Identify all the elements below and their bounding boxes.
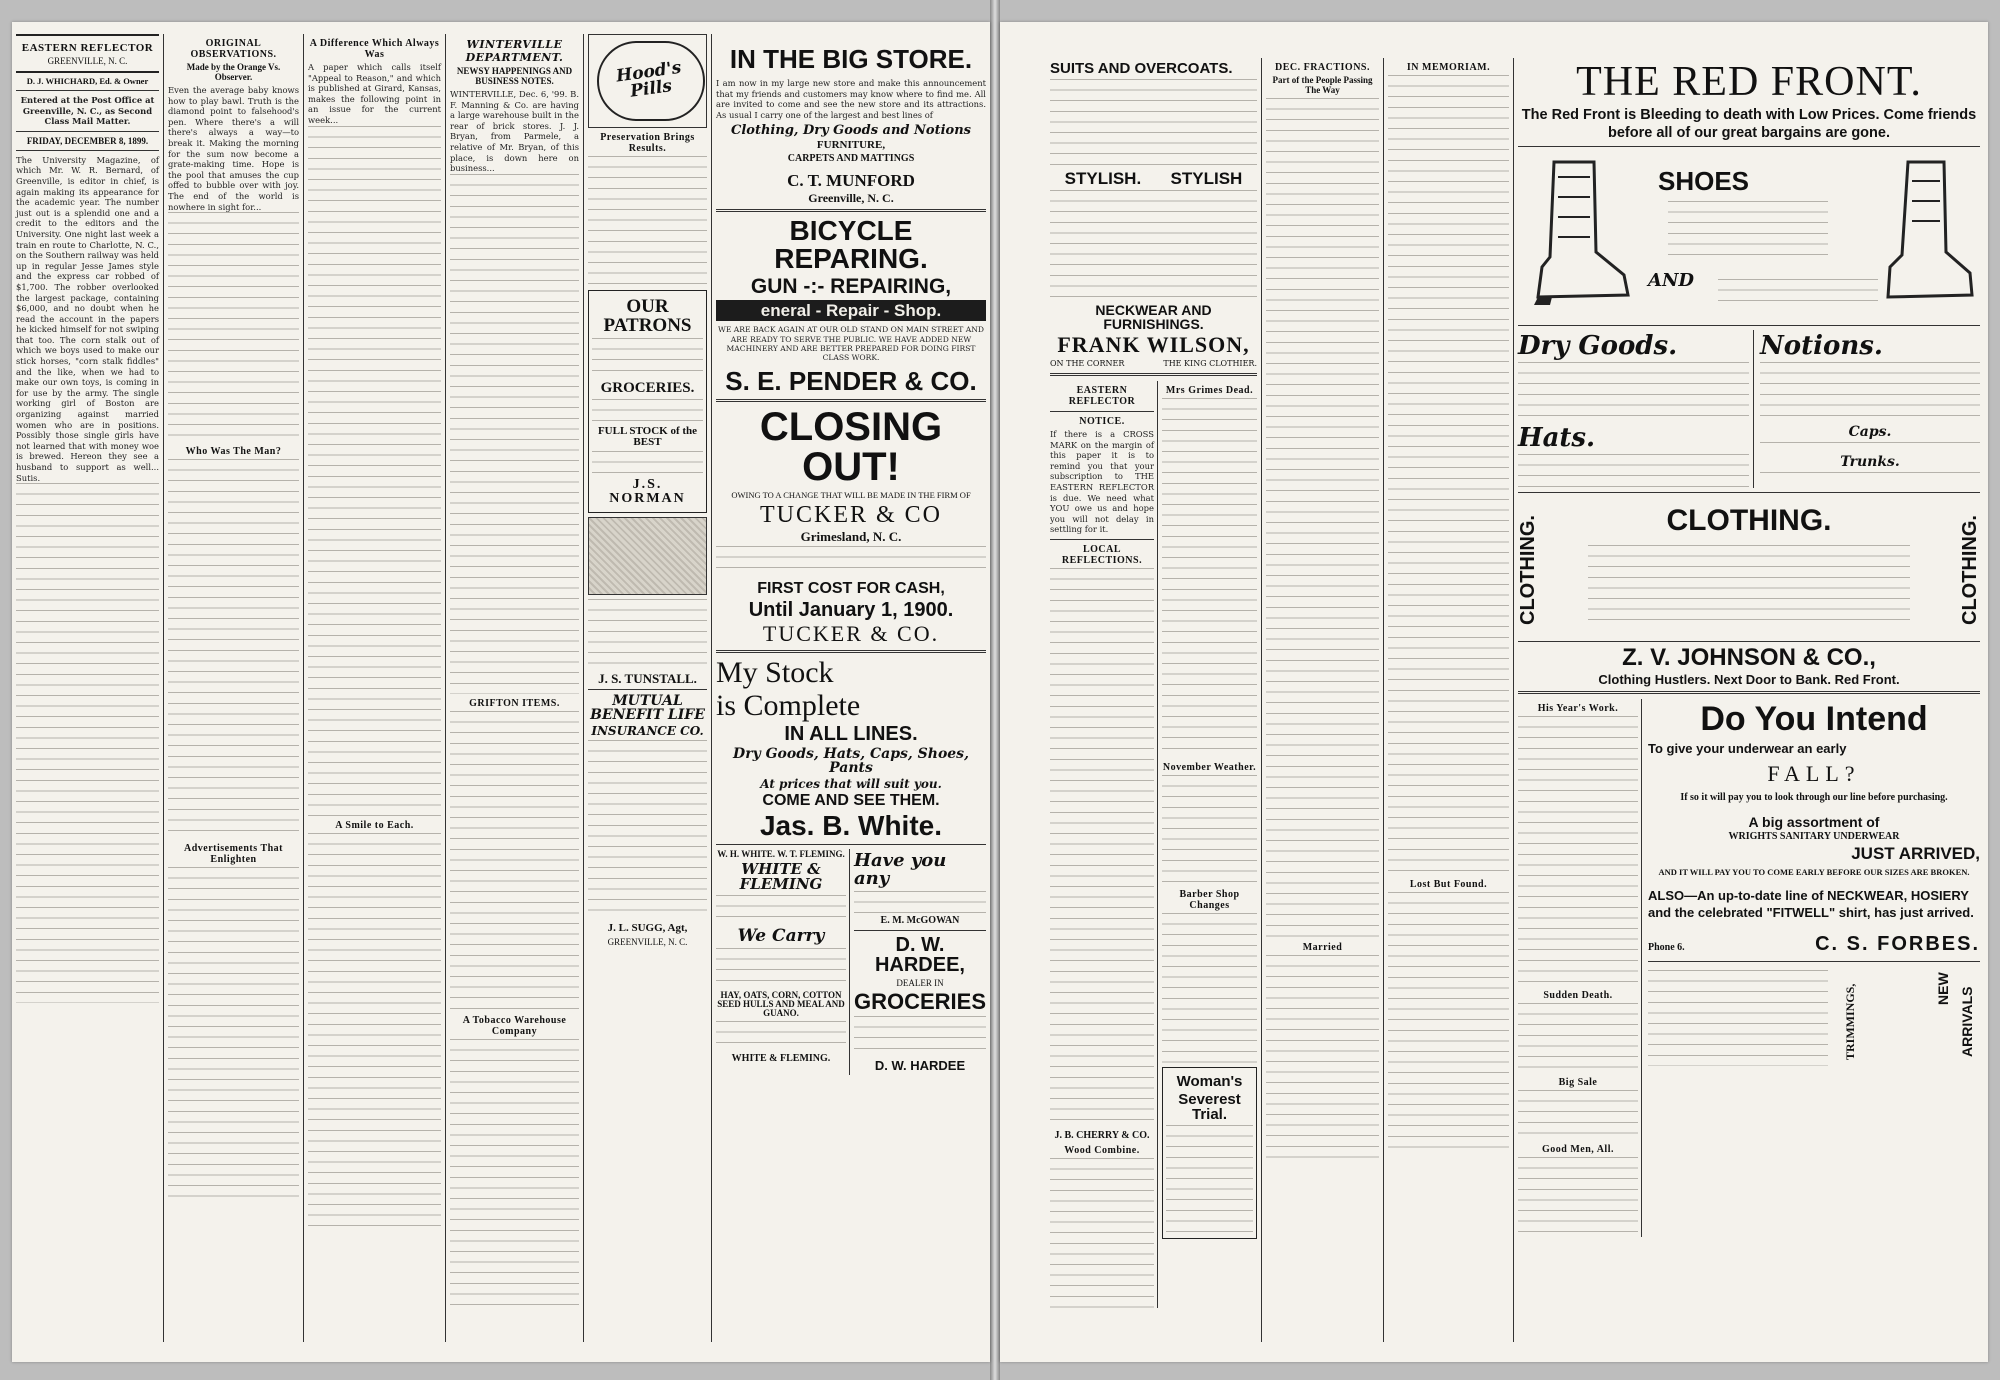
entered-notice: Entered at the Post Office at Greenville, N. C., as Second Class Mail Matter. [20, 95, 155, 127]
munford-name: C. T. MUNFORD [787, 171, 915, 191]
hats-title: Hats. [1518, 423, 1596, 453]
tucker-name: TUCKER & CO [759, 502, 942, 529]
all-lines: IN ALL LINES. [784, 723, 918, 746]
early-line: AND IT WILL PAY YOU TO COME EARLY BEFORE OUR SIZES ARE BROKEN. [1658, 867, 1970, 877]
tucker-city: Grimesland, N. C. [800, 529, 902, 545]
trimmings-label: TRIMMINGS, [1843, 983, 1857, 1060]
fall-word: FALL? [1767, 761, 1861, 786]
column-2 [164, 34, 304, 1342]
and-word: AND [1648, 270, 1695, 291]
also-line: ALSO—An up-to-date line of NECKWEAR, HOSIERY and the celebrated "FITWELL" shirt, has just arrived. [1648, 887, 1974, 920]
difference-heading: A Difference Which Always Was [309, 38, 440, 60]
dec-fractions-heading: DEC. FRACTIONS. [1274, 62, 1370, 73]
hay-line: HAY, OATS, CORN, COTTON SEED HULLS AND MEAL AND GUANO. [717, 990, 845, 1019]
pender-text: WE ARE BACK AGAIN AT OUR OLD STAND ON MAIN STREET AND ARE READY TO SERVE THE PUBLIC. WE HAVE ADDED NEW MACHINERY AND ARE BETTER PREPARED FOR DOING FIRST CLASS WORK. [718, 325, 984, 362]
hardee-name: D. W. HARDEE, [874, 934, 965, 977]
mutual-benefit: MUTUAL BENEFIT LIFE [590, 693, 705, 723]
drygoods-title: Dry Goods. [1518, 331, 1678, 361]
masthead-city: GREENVILLE, N. C. [47, 56, 128, 66]
johnson-name: Z. V. JOHNSON & CO., [1622, 644, 1876, 671]
womans-title: Woman's [1176, 1073, 1243, 1090]
red-front-ad [1514, 58, 1984, 1342]
column-3 [304, 34, 446, 1342]
general-repair: eneral - Repair - Shop. [716, 300, 986, 321]
wf-names: W. H. WHITE. W. T. FLEMING. [717, 849, 845, 860]
jas-white: Jas. B. White. [759, 810, 943, 842]
stylish-1: STYLISH. [1064, 169, 1142, 188]
king-clothier: THE KING CLOTHIER. [1163, 359, 1257, 368]
observations-heading: ORIGINAL OBSERVATIONS. [190, 38, 277, 60]
who-was-heading: Who Was The Man? [185, 446, 282, 458]
winterville-sub: NEWSY HAPPENINGS AND BUSINESS NOTES. [456, 66, 573, 86]
winterville-text: WINTERVILLE, Dec. 6, '99. B. F. Manning & Co. are having a large warehouse built in the rear of brick stores. J. J. Bryan, from Parmele, a relative of Mr. Bryan, of this place, is down here on business... [450, 89, 579, 174]
arrivals-label: ARRIVALS [1959, 986, 1975, 1057]
cherry-name: J. B. CHERRY & CO. [1054, 1129, 1150, 1141]
shoes-section [1518, 151, 1980, 321]
norman-name: J.S. NORMAN [609, 477, 686, 506]
full-stock: FULL STOCK of the BEST [597, 425, 698, 448]
col1-article: The University Magazine, of which Mr. W. R. Bernard, of Greenville, is editor in chief, is again making its appearance for the academic year. The number just out is a splendid one and a credit to the editors and the University. One night last week a train en route to Charlotte, N. C., on the Southern railway was held up in regular Jesse James style and the express car robbed of $1,700. The robber overlooked the largest package, containing $6,000, and no doubt when he read the account in the papers he kicked himself for not swiping that too. The corn stalk out of which we boys used to make our stick horses, "corn stalk fiddles" and the like, when we had to make our own toys, is coming in for use by the army. The single working girl of Boston are organizing against married women who are in positions. Possibly those single girls have not learned that with money woe is brewed. Hereon they see a husband to support as well... Sutis. [16, 154, 159, 483]
big-store-text: I am now in my large new store and make this announcement that my friends and customers may know where to find me. All are invited to come and see the new store and its attractions. As usual I carry one of the largest and best lines of [716, 78, 986, 120]
smile-heading: A Smile to Each. [335, 819, 414, 831]
hardee-dealer: DEALER IN [896, 978, 944, 989]
tunstall-name: J. S. TUNSTALL. [598, 671, 697, 686]
his-years-heading: His Year's Work. [1537, 703, 1619, 714]
notice-text: If there is a CROSS MARK on the margin of this paper it is to remind you that your subscription to THE EASTERN REFLECTOR is due. We need what YOU owe us and hope you will not delay in settling for it. [1050, 429, 1154, 535]
clothing-section [1518, 497, 1980, 637]
wood-heading: Wood Combine. [1064, 1144, 1140, 1156]
grifton-heading: GRIFTON ITEMS. [469, 697, 560, 709]
thanksgiving-illustration [588, 517, 707, 595]
bigsale-heading: Big Sale [1558, 1077, 1598, 1088]
munford-city: Greenville, N. C. [808, 191, 894, 206]
boot-icon-2 [1868, 157, 1978, 307]
red-front-title: THE RED FRONT. [1576, 59, 1922, 105]
column-c [1384, 58, 1514, 1342]
issue-date: FRIDAY, DECEMBER 8, 1899. [26, 135, 149, 146]
stylish-2: STYLISH [1170, 169, 1243, 188]
mcgowan-name: E. M. McGOWAN [880, 915, 960, 927]
warehouse-heading: A Tobacco Warehouse Company [462, 1014, 567, 1037]
boot-icon [1524, 157, 1634, 307]
insurance-co: INSURANCE CO. [591, 724, 704, 738]
suits-heading: SUITS AND OVERCOATS. [1050, 60, 1233, 77]
sugg-agent: J. L. SUGG, Agt, [607, 922, 688, 934]
trunks-title: Trunks. [1840, 454, 1900, 470]
gun-repairing: GUN -:- REPAIRING, [750, 275, 952, 299]
column-1 [12, 34, 164, 1342]
preservation-heading: Preservation Brings Results. [600, 132, 695, 154]
advertisements-heading: Advertisements That Enlighten [183, 843, 284, 866]
underwear-line: To give your underwear an early [1648, 741, 1847, 756]
dec-fractions-sub: Part of the People Passing The Way [1272, 75, 1373, 95]
my-stock: My Stock [716, 656, 834, 690]
lower-right [1518, 699, 1980, 1237]
column-4 [446, 34, 584, 1342]
until-date: Until January 1, 1900. [748, 599, 954, 622]
publisher: D. J. WHICHARD, Ed. & Owner [26, 76, 149, 86]
phone-number: Phone 6. [1648, 941, 1685, 953]
observations-text: Even the average baby knows how to play bawl. Truth is the diamond point to falsehood's pen. Where there's a will there's always a way—to break it. Making the morning for the sum now become a grate-making time. Hope is the pool that amuses the cup offed to bubble over with joy. The end of the world is nowhere in sight for... [168, 85, 299, 212]
tucker-name-2: TUCKER & CO. [762, 621, 940, 647]
bicycle-title: BICYCLE REPARING. [774, 215, 928, 275]
new-arrivals-ad [1648, 966, 1980, 1076]
clothing-line: Clothing, Dry Goods and Notions [731, 123, 971, 139]
lost-found-heading: Lost But Found. [1409, 879, 1488, 890]
grimes-heading: Mrs Grimes Dead. [1165, 385, 1254, 396]
masthead-title: EASTERN REFLECTOR [21, 42, 154, 54]
reflector-heading: EASTERN REFLECTOR [1068, 385, 1136, 407]
womans-trial-ad [1162, 1067, 1257, 1239]
is-complete: is Complete [716, 689, 861, 723]
notions-title: Notions. [1760, 331, 1883, 361]
hoods-pills-ad [588, 34, 707, 128]
on-the-corner: ON THE CORNER [1050, 359, 1125, 368]
do-you-intend: Do You Intend [1700, 700, 1928, 738]
wf-footer: WHITE & FLEMING. [731, 1053, 831, 1065]
our-patrons: OUR PATRONS [603, 296, 692, 336]
closing-out-sub: OWING TO A CHANGE THAT WILL BE MADE IN THE FIRM OF [731, 490, 971, 501]
observations-sub: Made by the Orange Vs. Observer. [186, 62, 281, 82]
dry-goods-line: Dry Goods, Hats, Caps, Shoes, Pants [733, 746, 969, 777]
weather-heading: November Weather. [1162, 762, 1257, 773]
come-see: COME AND SEE THEM. [762, 792, 940, 810]
clothing-side-right: CLOTHING. [1959, 515, 1981, 625]
new-label: NEW [1935, 972, 1951, 1005]
assortment-line: A big assortment of [1748, 814, 1880, 830]
neckwear-heading: NECKWEAR AND FURNISHINGS. [1095, 302, 1212, 332]
arrived-line: JUST ARRIVED, [1851, 844, 1980, 863]
have-you-any: Have you any [853, 850, 947, 890]
married-heading: Married [1302, 942, 1343, 953]
severest-title: Severest Trial. [1178, 1091, 1241, 1123]
drygoods-notions [1518, 330, 1980, 488]
norman-ad [588, 290, 707, 513]
left-page [12, 22, 990, 1362]
goodmen-heading: Good Men, All. [1541, 1144, 1614, 1155]
local-heading: LOCAL REFLECTIONS. [1061, 543, 1143, 566]
page-gutter [990, 0, 1000, 1380]
shoes-title: SHOES [1658, 166, 1750, 196]
difference-text: A paper which calls itself "Appeal to Reason," and which is published at Girard, Kansas, makes the following point in an issue for the current week... [308, 62, 441, 125]
sudden-heading: Sudden Death. [1543, 990, 1613, 1001]
right-page [1000, 22, 1988, 1362]
wrights-line: WRIGHTS SANITARY UNDERWEAR [1728, 831, 1900, 842]
column-5 [584, 34, 712, 1342]
barber-heading: Barber Shop Changes [1179, 889, 1240, 911]
big-store-title: IN THE BIG STORE. [729, 44, 973, 74]
frank-wilson: FRANK WILSON, [1057, 332, 1250, 357]
prices-line: At prices that will suit you. [760, 777, 942, 792]
white-fleming: WHITE & FLEMING [739, 860, 823, 894]
forbes-name: C. S. FORBES. [1815, 932, 1980, 955]
furniture-line: FURNITURE, [816, 139, 886, 152]
column-b [1262, 58, 1384, 1342]
column-6-ads [712, 34, 990, 1342]
winterville-heading: WINTERVILLE DEPARTMENT. [465, 38, 564, 64]
clothing-title: CLOTHING. [1666, 504, 1832, 537]
sugg-city: GREENVILLE, N. C. [607, 937, 688, 947]
memoriam-heading: IN MEMORIAM. [1406, 62, 1491, 73]
notice-heading: NOTICE. [1079, 416, 1125, 427]
we-carry: We Carry [737, 926, 825, 947]
clothing-side-left: CLOTHING. [1517, 515, 1539, 625]
first-cost: FIRST COST FOR CASH, [757, 580, 945, 598]
hoods-pills-title: Hood's Pills [614, 57, 683, 102]
hardee-groceries: GROCERIES [853, 989, 986, 1015]
caps-title: Caps. [1848, 424, 1892, 440]
pender-name: S. E. PENDER & CO. [725, 366, 977, 397]
pay-you-line: If so it will pay you to look through our line before purchasing. [1680, 792, 1948, 803]
groceries-title: GROCERIES. [600, 380, 695, 396]
hardee-footer: D. W. HARDEE [874, 1058, 966, 1074]
carpets-line: CARPETS AND MATTINGS [787, 153, 915, 165]
bottom-ads [716, 849, 986, 1075]
closing-out-title: CLOSING OUT! [759, 405, 943, 490]
red-front-sub: The Red Front is Bleeding to death with Low Prices. Come friends before all of our great bargains are gone. [1521, 107, 1977, 141]
column-a [1046, 58, 1262, 1342]
johnson-sub: Clothing Hustlers. Next Door to Bank. Red Front. [1598, 672, 1900, 687]
